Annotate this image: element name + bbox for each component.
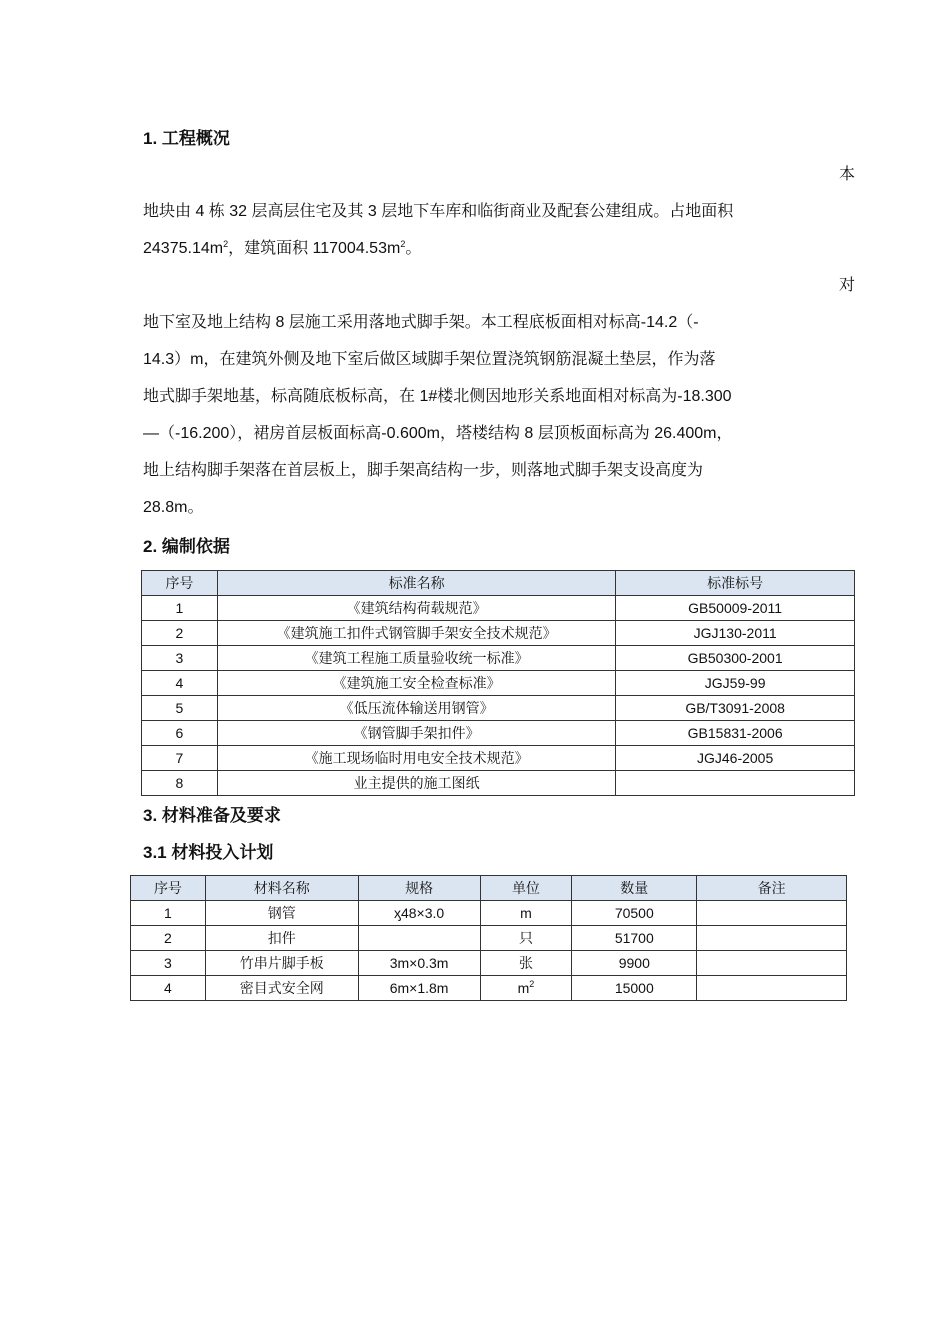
header-cell: 标准名称 — [217, 571, 615, 596]
cell: 6m×1.8m — [358, 976, 480, 1001]
section-3-heading: 3. 材料准备及要求 — [143, 806, 281, 825]
building-area-text: ，建筑面积 117004.53m — [228, 240, 401, 257]
cell: JGJ46-2005 — [616, 746, 855, 771]
cell: m — [480, 901, 572, 926]
cell: GB15831-2006 — [616, 721, 855, 746]
cell: 《钢管脚手架扣件》 — [217, 721, 615, 746]
standards-table — [141, 570, 855, 796]
cell: 《建筑结构荷载规范》 — [217, 596, 615, 621]
section-3-1-heading: 3.1 材料投入计划 — [143, 843, 274, 862]
paragraph-2-line-5: 地上结构脚手架落在首层板上，脚手架高结构一步，则落地式脚手架支设高度为 — [143, 462, 704, 479]
table-row — [131, 976, 847, 1001]
cell: 2 — [142, 621, 218, 646]
paragraph-1-lead-char: 本 — [838, 166, 855, 183]
cell: 3 — [142, 646, 218, 671]
area-value: 24375.14m — [143, 240, 224, 257]
table-row — [142, 771, 855, 796]
table-row — [142, 746, 855, 771]
table-row — [142, 621, 855, 646]
paragraph-2-line-3: 地式脚手架地基，标高随底板标高，在 1#楼北侧因地形关系地面相对标高为-18.300 — [143, 388, 732, 405]
cell: 7 — [142, 746, 218, 771]
cell: 扣件 — [205, 926, 358, 951]
cell — [616, 771, 855, 796]
header-cell: 材料名称 — [205, 876, 358, 901]
cell: 6 — [142, 721, 218, 746]
paragraph-2-line-4: —（-16.200），裙房首层板面标高-0.600m，塔楼结构 8 层顶板面标高为 26.400m， — [143, 425, 733, 442]
cell: 8 — [142, 771, 218, 796]
table-row — [142, 696, 855, 721]
header-cell: 序号 — [131, 876, 206, 901]
cell — [697, 951, 847, 976]
cell: 竹串片脚手板 — [205, 951, 358, 976]
cell: 4 — [142, 671, 218, 696]
paragraph-2-line-6: 28.8m。 — [143, 499, 204, 516]
cell: 《低压流体输送用钢管》 — [217, 696, 615, 721]
materials-table — [130, 875, 847, 1001]
cell: 70500 — [572, 901, 697, 926]
superscript: 2 — [223, 239, 229, 249]
cell: 1 — [131, 901, 206, 926]
table-row — [131, 951, 847, 976]
cell — [697, 901, 847, 926]
cell: 4 — [131, 976, 206, 1001]
cell — [480, 976, 572, 1001]
cell — [697, 976, 847, 1001]
cell: JGJ130-2011 — [616, 621, 855, 646]
cell: 《建筑施工扣件式钢管脚手架安全技术规范》 — [217, 621, 615, 646]
header-cell: 备注 — [697, 876, 847, 901]
table-row — [142, 646, 855, 671]
cell: 1 — [142, 596, 218, 621]
paragraph-1-line-1: 地块由 4 栋 32 层高层住宅及其 3 层地下车库和临街商业及配套公建组成。占地面积 — [143, 203, 734, 220]
cell: GB50009-2011 — [616, 596, 855, 621]
period: 。 — [405, 240, 422, 257]
cell: 《建筑施工安全检查标准》 — [217, 671, 615, 696]
cell: 2 — [131, 926, 206, 951]
cell: 钢管 — [205, 901, 358, 926]
cell: 张 — [480, 951, 572, 976]
table-row — [142, 721, 855, 746]
cell: 业主提供的施工图纸 — [217, 771, 615, 796]
unit-text: m — [517, 980, 530, 996]
header-cell: 数量 — [572, 876, 697, 901]
section-2-heading: 2. 编制依据 — [143, 537, 230, 556]
header-cell: 规格 — [358, 876, 480, 901]
table-row — [131, 901, 847, 926]
cell: 3 — [131, 951, 206, 976]
cell: ӽ48×3.0 — [358, 901, 480, 926]
section-1-heading: 1. 工程概况 — [143, 129, 230, 148]
cell: 密目式安全网 — [205, 976, 358, 1001]
cell: 15000 — [572, 976, 697, 1001]
table-header-row — [131, 876, 847, 901]
cell — [697, 926, 847, 951]
cell: 5 — [142, 696, 218, 721]
table-row — [131, 926, 847, 951]
header-cell: 序号 — [142, 571, 218, 596]
cell: 51700 — [572, 926, 697, 951]
cell — [358, 926, 480, 951]
paragraph-2-lead-char: 对 — [838, 277, 855, 294]
superscript: 2 — [529, 979, 535, 989]
table-header-row — [142, 571, 855, 596]
superscript: 2 — [400, 239, 406, 249]
paragraph-2-line-1: 地下室及地上结构 8 层施工采用落地式脚手架。本工程底板面相对标高-14.2（- — [143, 314, 699, 331]
cell: JGJ59-99 — [616, 671, 855, 696]
cell: GB/T3091-2008 — [616, 696, 855, 721]
cell: 《施工现场临时用电安全技术规范》 — [217, 746, 615, 771]
cell: 只 — [480, 926, 572, 951]
cell: GB50300-2001 — [616, 646, 855, 671]
cell: 9900 — [572, 951, 697, 976]
cell: 《建筑工程施工质量验收统一标准》 — [217, 646, 615, 671]
table-row — [142, 671, 855, 696]
cell: 3m×0.3m — [358, 951, 480, 976]
paragraph-1-line-2 — [143, 238, 855, 260]
header-cell: 标准标号 — [616, 571, 855, 596]
paragraph-2-line-2: 14.3）m，在建筑外侧及地下室后做区域脚手架位置浇筑钢筋混凝土垫层，作为落 — [143, 351, 716, 368]
header-cell: 单位 — [480, 876, 572, 901]
table-row — [142, 596, 855, 621]
